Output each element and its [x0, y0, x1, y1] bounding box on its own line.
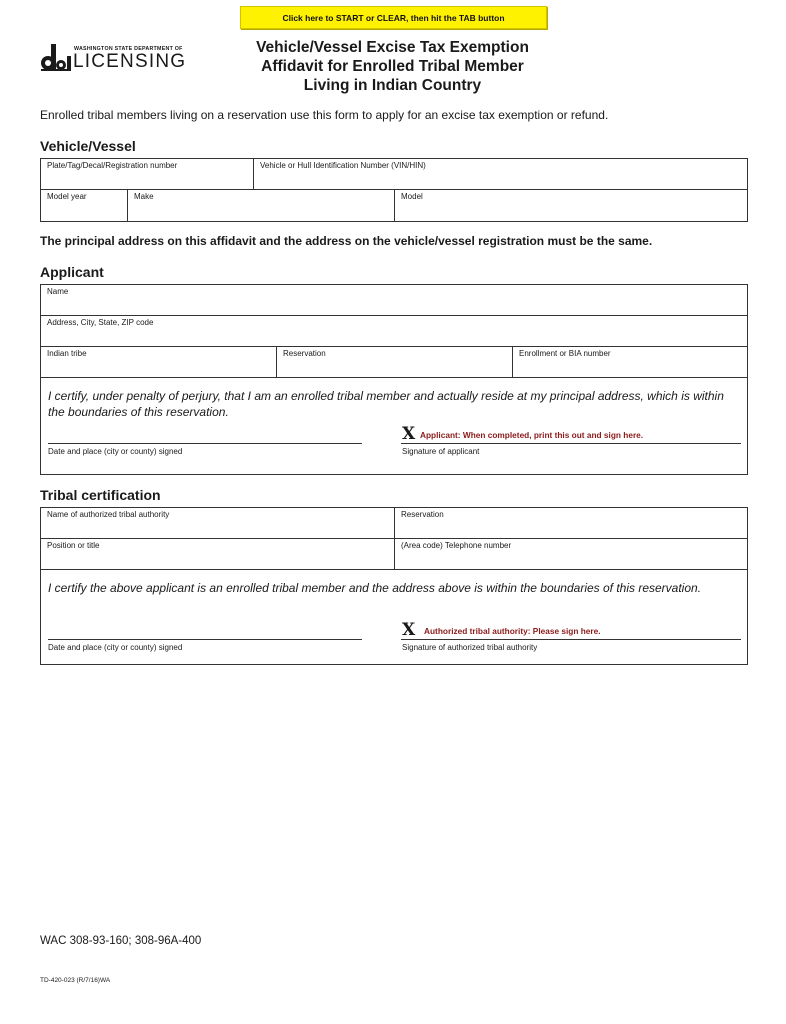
model-label: Model: [401, 192, 423, 201]
applicant-sign-hint: Applicant: When completed, print this out and sign here.: [420, 430, 644, 440]
tribal-date-label: Date and place (city or county) signed: [48, 643, 183, 652]
form-number: TD-420-023 (R/7/16)WA: [40, 977, 111, 984]
tribal-certification: [41, 570, 747, 664]
start-clear-button[interactable]: Click here to START or CLEAR, then hit the TAB button: [240, 6, 547, 29]
enrollment-field[interactable]: [513, 347, 747, 377]
tribal-x-mark: X: [402, 620, 416, 640]
logo-department: WASHINGTON STATE DEPARTMENT OF: [74, 46, 183, 52]
tribal-certify-text: I certify the above applicant is an enrolled tribal member and the address above is within the boundaries of this reservation.: [48, 581, 702, 595]
dol-logo: [40, 44, 190, 74]
position-field[interactable]: [41, 539, 395, 569]
tribal-reservation-label: Reservation: [401, 510, 444, 519]
wac-reference: WAC 308-93-160; 308-96A-400: [40, 935, 202, 947]
applicant-section-title: Applicant: [40, 264, 104, 280]
applicant-address-field[interactable]: [41, 316, 747, 346]
tribal-authority-label: Name of authorized tribal authority: [47, 510, 170, 519]
position-label: Position or title: [47, 541, 100, 550]
tribal-box: [40, 507, 748, 665]
plate-field[interactable]: [41, 159, 254, 189]
applicant-signature-line[interactable]: [401, 443, 741, 444]
make-field[interactable]: [128, 190, 395, 221]
tribal-signature-label: Signature of authorized tribal authority: [402, 643, 538, 652]
plate-label: Plate/Tag/Decal/Registration number: [47, 161, 178, 170]
phone-label: (Area code) Telephone number: [401, 541, 512, 550]
tribal-section-title: Tribal certification: [40, 487, 161, 503]
applicant-certification: [41, 378, 747, 474]
phone-field[interactable]: [395, 539, 747, 569]
vehicle-box: [40, 158, 748, 222]
tribal-authority-field[interactable]: [41, 508, 395, 538]
applicant-certify-text: I certify, under penalty of perjury, that I am an enrolled tribal member and actually reside at my principal address, which is within the boundaries of this reservation.: [48, 389, 724, 419]
indian-tribe-label: Indian tribe: [47, 349, 87, 358]
tribal-sign-hint: Authorized tribal authority: Please sign here.: [424, 626, 601, 636]
applicant-name-label: Name: [47, 287, 69, 296]
applicant-box: [40, 284, 748, 475]
tribal-date-line[interactable]: [48, 639, 362, 640]
indian-tribe-field[interactable]: [41, 347, 277, 377]
model-year-label: Model year: [47, 192, 87, 201]
address-note: The principal address on this affidavit and the address on the vehicle/vessel registration must be the same.: [40, 234, 653, 248]
tribal-reservation-field[interactable]: [395, 508, 747, 538]
enrollment-label: Enrollment or BIA number: [519, 349, 611, 358]
vin-label: Vehicle or Hull Identification Number (VIN/HIN): [260, 161, 426, 170]
applicant-date-line[interactable]: [48, 443, 362, 444]
dol-logo-icon: [40, 44, 72, 72]
tribal-signature-line[interactable]: [401, 639, 741, 640]
title-line-3: Living in Indian Country: [303, 77, 482, 94]
applicant-reservation-label: Reservation: [283, 349, 326, 358]
vin-field[interactable]: [254, 159, 747, 189]
intro-text: Enrolled tribal members living on a reservation use this form to apply for an excise tax exemption or refund.: [40, 108, 609, 122]
vehicle-section-title: Vehicle/Vessel: [40, 138, 136, 154]
model-field[interactable]: [395, 190, 747, 221]
make-label: Make: [134, 192, 154, 201]
applicant-address-label: Address, City, State, ZIP code: [47, 318, 154, 327]
logo-name: LICENSING: [73, 51, 187, 72]
applicant-date-label: Date and place (city or county) signed: [48, 447, 183, 456]
model-year-field[interactable]: [41, 190, 128, 221]
applicant-reservation-field[interactable]: [277, 347, 513, 377]
title-line-1: Vehicle/Vessel Excise Tax Exemption: [256, 39, 529, 56]
applicant-signature-label: Signature of applicant: [402, 447, 480, 456]
form-title: [190, 38, 595, 95]
title-line-2: Affidavit for Enrolled Tribal Member: [261, 58, 524, 75]
applicant-x-mark: X: [402, 424, 416, 444]
applicant-name-field[interactable]: [41, 285, 747, 315]
